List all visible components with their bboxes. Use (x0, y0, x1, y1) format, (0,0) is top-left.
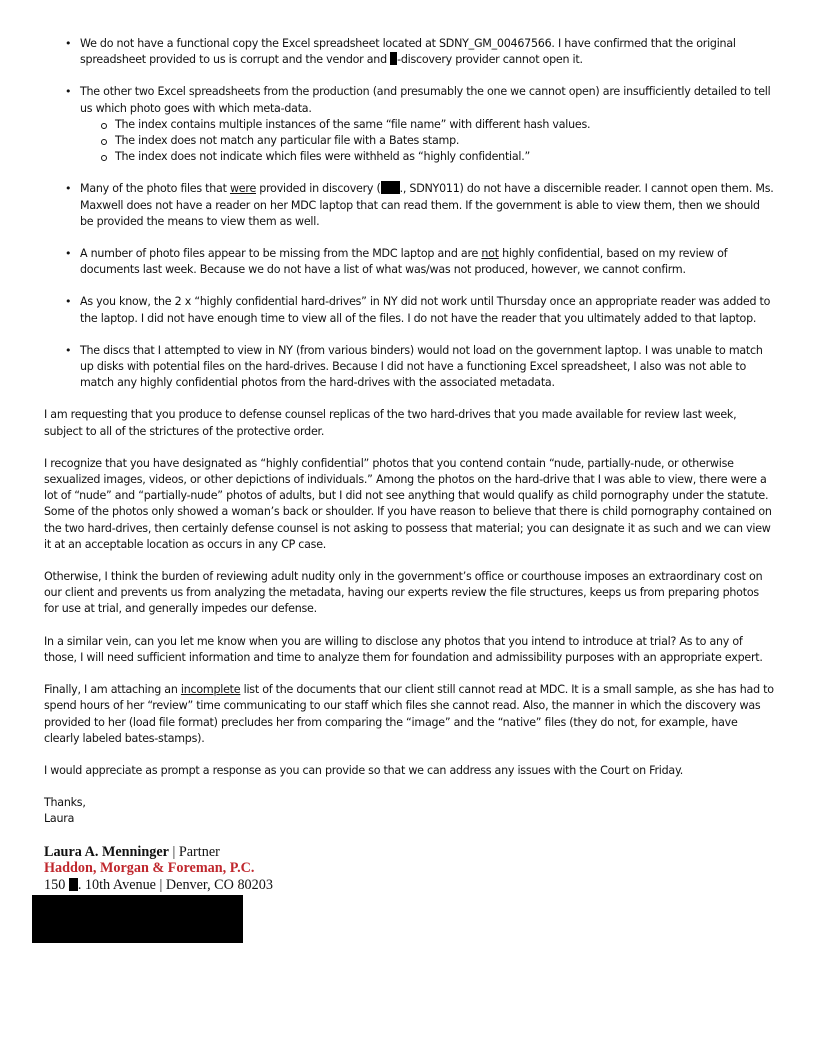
sub-list-item: The index does not indicate which files were withheld as “highly confidential.” (80, 149, 774, 165)
sub-list (80, 117, 774, 166)
paragraph: I recognize that you have designated as “highly confidential” photos that you contend contain “nude, partially-nude, or otherwise sexualized images, videos, or other depictions of individuals.” Among the photos on the hard-drive that I was able to view, there were a lot of “nude” and “partially-nude” photos of adults, but I did not see anything that would qualify as child pornography under the statute. Some of the photos only showed a woman’s back or shoulder. If you have reason to believe that there is child pornography contained on the two hard-drives, then certainly defense counsel is not asking to possess that material; you can designate it as such and we can view it at an acceptable location as occurs in any CP case. (44, 456, 772, 551)
list-item: • The discs that I attempted to view in NY (from various binders) would not load on the government laptop. I was unable to match up disks with potential files on the hard-drives. Because I did not have a functioning Excel spreadsheet, I also was not able to match any highly confidential photos from the hard-drives with the associated metadata. (44, 343, 774, 392)
contact-redaction-block (32, 895, 243, 943)
list-item: • Many of the photo files that were provided in discovery ( ., SDNY011) do not have a discernible reader. I cannot open them. Ms. Maxwell does not have a reader on her MDC laptop that can read them. If the government is able to view them, then we should be provided the means to view them as well. (44, 181, 774, 230)
redaction-block (69, 878, 78, 891)
list-item: • A number of photo files appear to be missing from the MDC laptop and are not highly confidential, based on my review of documents last week. Because we do not have a list of what was/was not produced, however, we cannot confirm. (44, 246, 774, 278)
signature-name-line (44, 844, 774, 861)
signature-title: | Partner (168, 843, 220, 860)
paragraph: Finally, I am attaching an incomplete list of the documents that our client still cannot read at MDC. It is a small sample, as she has had to spend hours of her “review” time communicating to our staff which files she cannot read. Also, the manner in which the discovery was provided to her (load file format) precludes her from comparing the “image” and the “native” files (they do not, for example, have clearly labeled bates-stamps). (44, 683, 774, 745)
list-item: • We do not have a functional copy the Excel spreadsheet located at SDNY_GM_00467566. I have confirmed that the original spreadsheet provided to us is corrupt and the vendor and -discovery provider cannot open it. (44, 36, 774, 68)
sub-list-item: The index does not match any particular file with a Bates stamp. (80, 133, 774, 149)
email-signature (44, 844, 774, 894)
issue-list (44, 36, 774, 391)
paragraph: I would appreciate as prompt a response as you can provide so that we can address any issues with the Court on Friday. (44, 763, 683, 777)
email-body (44, 36, 774, 893)
redaction-block (381, 181, 400, 194)
signature-address: 150 . 10th Avenue | Denver, CO 80203 (44, 876, 273, 893)
list-item: • The other two Excel spreadsheets from the production (and presumably the one we cannot open) are insufficiently detailed to tell us which photo goes with which meta-data. The index contains multiple instances of the same “file name” with different hash values. The index does not match any particular file with a Bates stamp. The index does not indicate which files were withheld as “highly confidential.” (44, 84, 774, 165)
paragraph: Otherwise, I think the burden of reviewing adult nudity only in the government’s office or courthouse imposes an extraordinary cost on our client and prevents us from analyzing the metadata, having our experts review the file structures, keeps us from preparing photos for use at trial, and generally impedes our defense. (44, 570, 763, 616)
signature-name: Laura A. Menninger (44, 843, 169, 860)
closing-name: Laura (44, 812, 75, 826)
paragraph: In a similar vein, can you let me know when you are willing to disclose any photos that you intend to introduce at trial? As to any of those, I will need sufficient information and time to analyze them for foundation and admissibility purposes with an appropriate expert. (44, 634, 763, 664)
signature-firm: Haddon, Morgan & Foreman, P.C. (44, 860, 255, 877)
closing-thanks: Thanks, (44, 796, 86, 810)
sub-list-item: The index contains multiple instances of the same “file name” with different hash values. (80, 117, 774, 133)
paragraph: I am requesting that you produce to defense counsel replicas of the two hard-drives that you made available for review last week, subject to all of the strictures of the protective order. (44, 408, 737, 438)
list-item: • As you know, the 2 x “highly confidential hard-drives” in NY did not work until Thursday once an appropriate reader was added to the laptop. I did not have enough time to view all of the files. I do not have the reader that you ultimately added to that laptop. (44, 294, 774, 326)
